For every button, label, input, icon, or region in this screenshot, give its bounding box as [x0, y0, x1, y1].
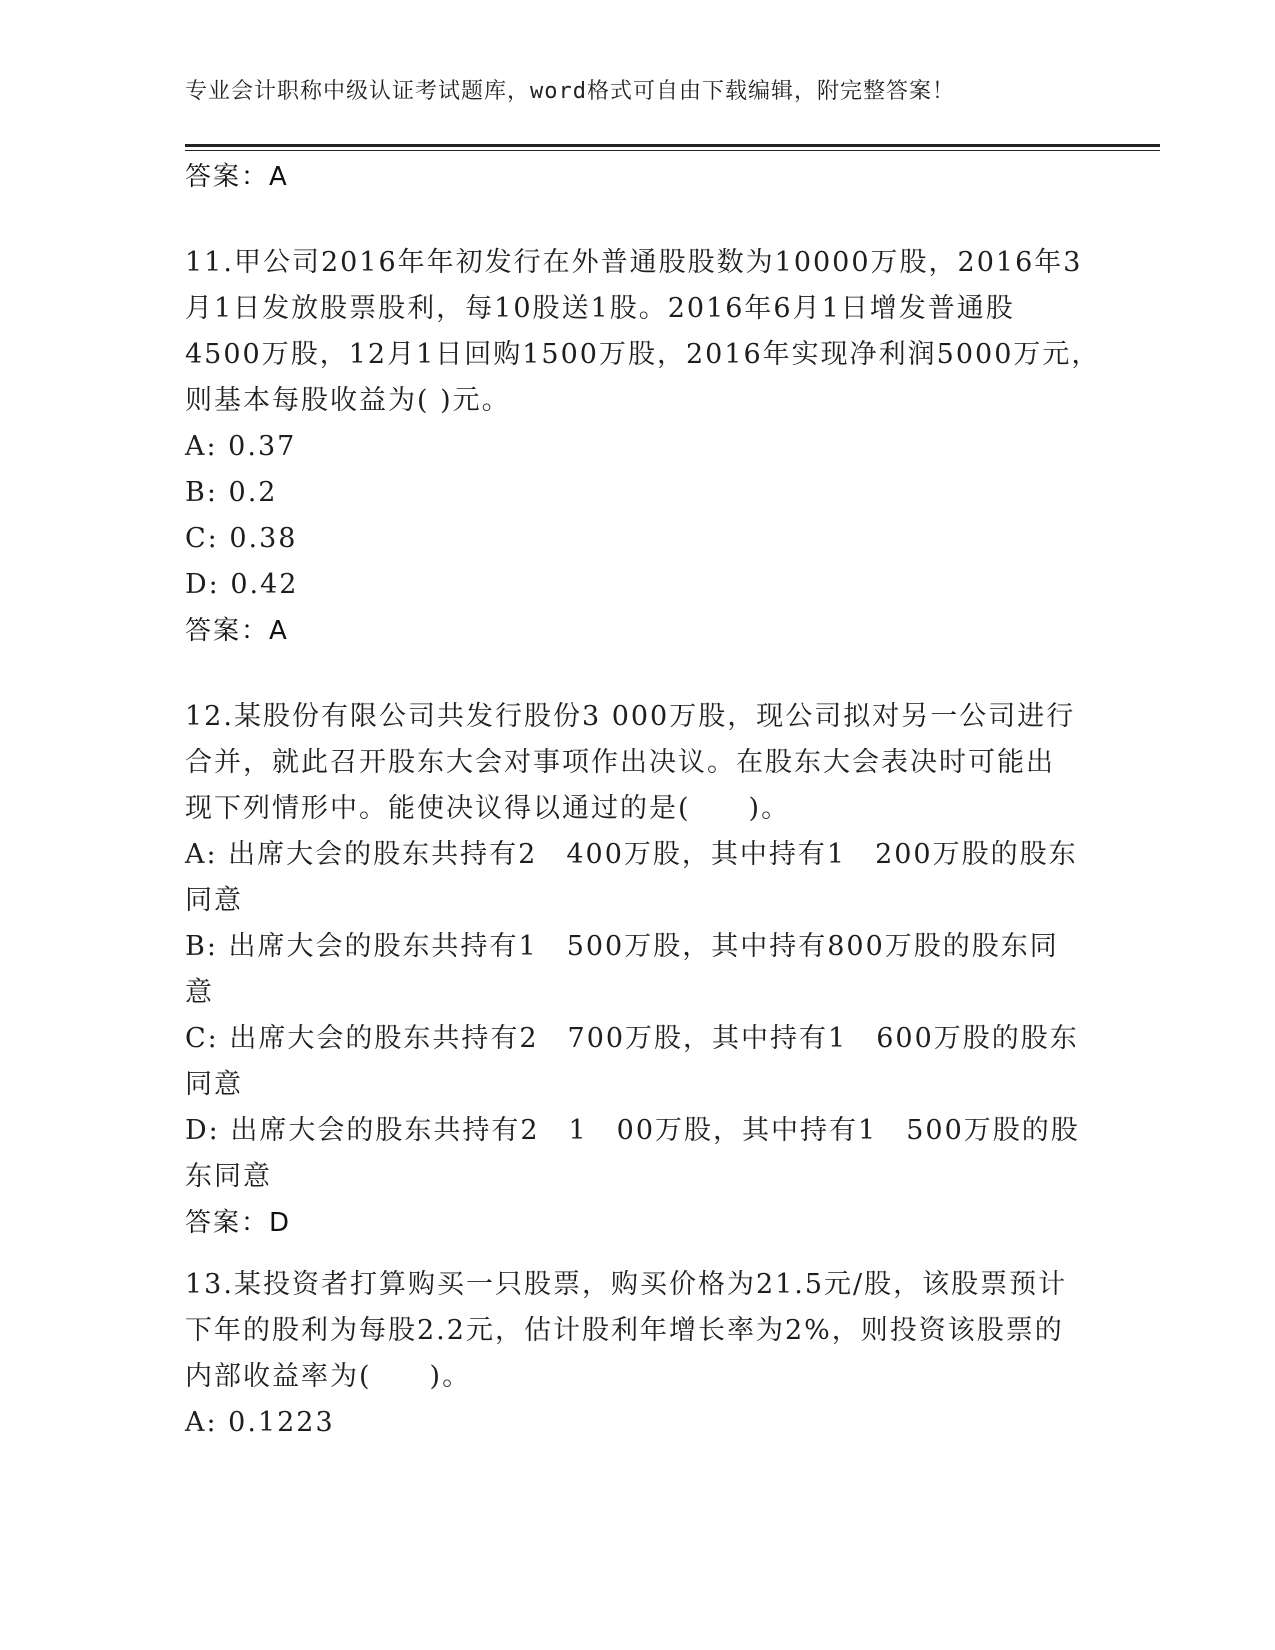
- question-text: 11.甲公司2016年年初发行在外普通股股数为10000万股，2016年3: [185, 247, 1083, 278]
- option-a: A: 出席大会的股东共持有2 400万股，其中持有1 200万股的股东: [185, 839, 1078, 870]
- question-12: [185, 694, 1085, 1246]
- option-d: D: 0.42: [185, 569, 299, 600]
- question-text: 12.某股份有限公司共发行股份3 000万股，现公司拟对另一公司进行: [185, 701, 1076, 732]
- question-text: 月1日发放股票股利，每10股送1股。2016年6月1日增发普通股: [185, 293, 1015, 324]
- page-header: 专业会计职称中级认证考试题库，word格式可自由下载编辑，附完整答案！: [185, 79, 955, 104]
- option-d: D: 出席大会的股东共持有2 1 00万股，其中持有1 500万股的股: [185, 1115, 1080, 1146]
- question-text: 合并，就此召开股东大会对事项作出决议。在股东大会表决时可能出: [185, 747, 1055, 778]
- question-11: [185, 240, 1101, 654]
- header-rule-thin: [185, 150, 1160, 151]
- question-text: 则基本每股收益为( )元。: [185, 385, 511, 416]
- question-13: [185, 1262, 1085, 1446]
- question-text: 13.某投资者打算购买一只股票，购买价格为21.5元/股，该股票预计: [185, 1269, 1068, 1300]
- answer-label: 答案：A: [185, 616, 289, 646]
- option-a-cont: 同意: [185, 885, 243, 916]
- option-d-cont: 东同意: [185, 1161, 272, 1192]
- option-c: C: 出席大会的股东共持有2 700万股，其中持有1 600万股的股东: [185, 1023, 1079, 1054]
- answer-label: 答案：A: [185, 162, 289, 192]
- option-b-cont: 意: [185, 977, 214, 1008]
- option-a: A: 0.37: [185, 431, 297, 462]
- header-rule-thick: [185, 144, 1160, 147]
- question-text: 现下列情形中。能使决议得以通过的是( )。: [185, 793, 791, 824]
- option-c: C: 0.38: [185, 523, 298, 554]
- previous-answer-block: [185, 154, 1085, 200]
- option-b: B: 0.2: [185, 477, 278, 508]
- question-text: 4500万股，12月1日回购1500万股，2016年实现净利润5000万元，: [185, 339, 1101, 370]
- question-text: 内部收益率为( )。: [185, 1361, 472, 1392]
- answer-label: 答案：D: [185, 1208, 292, 1238]
- option-c-cont: 同意: [185, 1069, 243, 1100]
- question-text: 下年的股利为每股2.2元，估计股利年增长率为2%，则投资该股票的: [185, 1315, 1064, 1346]
- option-a: A: 0.1223: [185, 1407, 335, 1438]
- option-b: B: 出席大会的股东共持有1 500万股，其中持有800万股的股东同: [185, 931, 1059, 962]
